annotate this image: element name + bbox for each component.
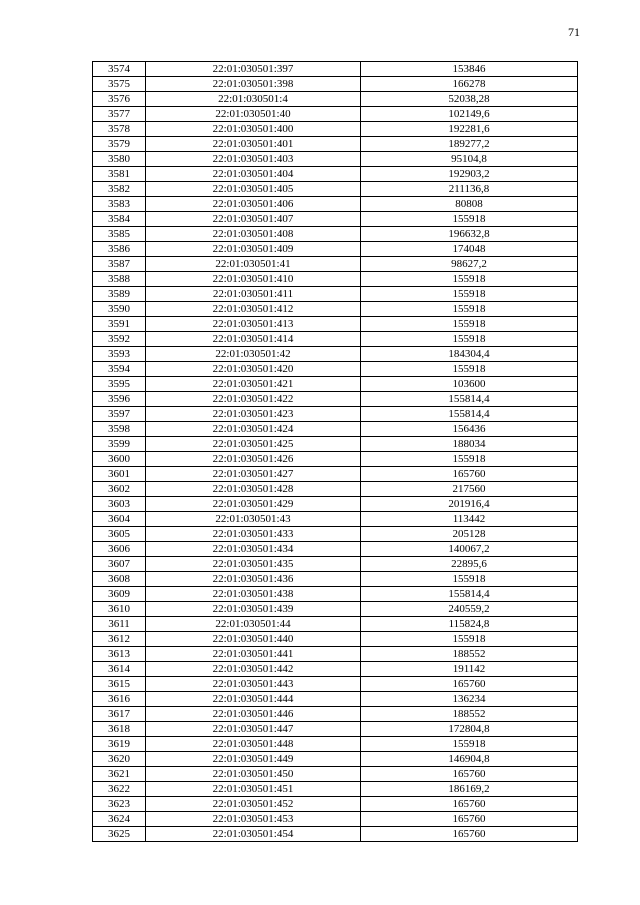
cadastral-number-cell: 22:01:030501:397 bbox=[146, 62, 361, 77]
row-number-cell: 3622 bbox=[93, 782, 146, 797]
table-row bbox=[93, 347, 578, 362]
table-row bbox=[93, 782, 578, 797]
cadastral-number-cell: 22:01:030501:422 bbox=[146, 392, 361, 407]
cadastral-number-cell: 22:01:030501:440 bbox=[146, 632, 361, 647]
row-number-cell: 3584 bbox=[93, 212, 146, 227]
cadastral-value-cell: 155918 bbox=[361, 572, 578, 587]
row-number-cell: 3616 bbox=[93, 692, 146, 707]
cadastral-number-cell: 22:01:030501:447 bbox=[146, 722, 361, 737]
cadastral-value-cell: 192903,2 bbox=[361, 167, 578, 182]
table-row bbox=[93, 587, 578, 602]
cadastral-number-cell: 22:01:030501:433 bbox=[146, 527, 361, 542]
cadastral-value-cell: 102149,6 bbox=[361, 107, 578, 122]
cadastral-value-cell: 188552 bbox=[361, 707, 578, 722]
row-number-cell: 3612 bbox=[93, 632, 146, 647]
table-row bbox=[93, 707, 578, 722]
row-number-cell: 3581 bbox=[93, 167, 146, 182]
cadastral-number-cell: 22:01:030501:405 bbox=[146, 182, 361, 197]
cadastral-value-cell: 189277,2 bbox=[361, 137, 578, 152]
table-row bbox=[93, 617, 578, 632]
row-number-cell: 3574 bbox=[93, 62, 146, 77]
table-row bbox=[93, 137, 578, 152]
cadastral-number-cell: 22:01:030501:398 bbox=[146, 77, 361, 92]
cadastral-number-cell: 22:01:030501:452 bbox=[146, 797, 361, 812]
table-row bbox=[93, 182, 578, 197]
cadastral-number-cell: 22:01:030501:448 bbox=[146, 737, 361, 752]
cadastral-number-cell: 22:01:030501:40 bbox=[146, 107, 361, 122]
cadastral-number-cell: 22:01:030501:450 bbox=[146, 767, 361, 782]
cadastral-value-cell: 155918 bbox=[361, 317, 578, 332]
cadastral-number-cell: 22:01:030501:443 bbox=[146, 677, 361, 692]
row-number-cell: 3611 bbox=[93, 617, 146, 632]
table-row bbox=[93, 242, 578, 257]
cadastral-number-cell: 22:01:030501:404 bbox=[146, 167, 361, 182]
cadastral-value-cell: 205128 bbox=[361, 527, 578, 542]
table-row bbox=[93, 92, 578, 107]
table-row bbox=[93, 317, 578, 332]
row-number-cell: 3593 bbox=[93, 347, 146, 362]
table-row bbox=[93, 542, 578, 557]
cadastral-value-cell: 165760 bbox=[361, 812, 578, 827]
table-row bbox=[93, 647, 578, 662]
table-row bbox=[93, 527, 578, 542]
row-number-cell: 3599 bbox=[93, 437, 146, 452]
cadastral-number-cell: 22:01:030501:435 bbox=[146, 557, 361, 572]
table-row bbox=[93, 737, 578, 752]
row-number-cell: 3614 bbox=[93, 662, 146, 677]
cadastral-value-cell: 165760 bbox=[361, 797, 578, 812]
cadastral-number-cell: 22:01:030501:4 bbox=[146, 92, 361, 107]
table-row bbox=[93, 467, 578, 482]
cadastral-number-cell: 22:01:030501:423 bbox=[146, 407, 361, 422]
table-row bbox=[93, 287, 578, 302]
row-number-cell: 3615 bbox=[93, 677, 146, 692]
cadastral-number-cell: 22:01:030501:449 bbox=[146, 752, 361, 767]
table-row bbox=[93, 332, 578, 347]
cadastral-value-cell: 98627,2 bbox=[361, 257, 578, 272]
cadastral-number-cell: 22:01:030501:44 bbox=[146, 617, 361, 632]
row-number-cell: 3590 bbox=[93, 302, 146, 317]
table-row bbox=[93, 497, 578, 512]
cadastral-number-cell: 22:01:030501:439 bbox=[146, 602, 361, 617]
row-number-cell: 3598 bbox=[93, 422, 146, 437]
cadastral-value-cell: 191142 bbox=[361, 662, 578, 677]
row-number-cell: 3596 bbox=[93, 392, 146, 407]
row-number-cell: 3621 bbox=[93, 767, 146, 782]
cadastral-value-cell: 172804,8 bbox=[361, 722, 578, 737]
cadastral-value-cell: 174048 bbox=[361, 242, 578, 257]
cadastral-number-cell: 22:01:030501:438 bbox=[146, 587, 361, 602]
cadastral-number-cell: 22:01:030501:413 bbox=[146, 317, 361, 332]
cadastral-number-cell: 22:01:030501:425 bbox=[146, 437, 361, 452]
row-number-cell: 3587 bbox=[93, 257, 146, 272]
row-number-cell: 3613 bbox=[93, 647, 146, 662]
cadastral-value-cell: 156436 bbox=[361, 422, 578, 437]
cadastral-number-cell: 22:01:030501:407 bbox=[146, 212, 361, 227]
table-row bbox=[93, 407, 578, 422]
cadastral-value-cell: 165760 bbox=[361, 677, 578, 692]
row-number-cell: 3583 bbox=[93, 197, 146, 212]
table-row bbox=[93, 272, 578, 287]
cadastral-number-cell: 22:01:030501:451 bbox=[146, 782, 361, 797]
cadastral-number-cell: 22:01:030501:427 bbox=[146, 467, 361, 482]
cadastral-number-cell: 22:01:030501:408 bbox=[146, 227, 361, 242]
table-row bbox=[93, 827, 578, 842]
table-row bbox=[93, 512, 578, 527]
cadastral-value-cell: 165760 bbox=[361, 467, 578, 482]
table-row bbox=[93, 152, 578, 167]
row-number-cell: 3606 bbox=[93, 542, 146, 557]
cadastral-value-cell: 186169,2 bbox=[361, 782, 578, 797]
cadastral-value-cell: 155814,4 bbox=[361, 587, 578, 602]
table-row bbox=[93, 377, 578, 392]
row-number-cell: 3579 bbox=[93, 137, 146, 152]
cadastral-value-cell: 211136,8 bbox=[361, 182, 578, 197]
row-number-cell: 3575 bbox=[93, 77, 146, 92]
row-number-cell: 3594 bbox=[93, 362, 146, 377]
row-number-cell: 3602 bbox=[93, 482, 146, 497]
cadastral-number-cell: 22:01:030501:428 bbox=[146, 482, 361, 497]
cadastral-number-cell: 22:01:030501:446 bbox=[146, 707, 361, 722]
table-row bbox=[93, 632, 578, 647]
cadastral-number-cell: 22:01:030501:453 bbox=[146, 812, 361, 827]
cadastral-number-cell: 22:01:030501:42 bbox=[146, 347, 361, 362]
cadastral-value-cell: 52038,28 bbox=[361, 92, 578, 107]
cadastral-value-cell: 155918 bbox=[361, 737, 578, 752]
cadastral-number-cell: 22:01:030501:414 bbox=[146, 332, 361, 347]
table-row bbox=[93, 482, 578, 497]
row-number-cell: 3618 bbox=[93, 722, 146, 737]
cadastral-value-table bbox=[92, 61, 578, 842]
cadastral-value-cell: 155918 bbox=[361, 362, 578, 377]
cadastral-number-cell: 22:01:030501:454 bbox=[146, 827, 361, 842]
cadastral-value-cell: 192281,6 bbox=[361, 122, 578, 137]
row-number-cell: 3620 bbox=[93, 752, 146, 767]
row-number-cell: 3624 bbox=[93, 812, 146, 827]
cadastral-value-cell: 217560 bbox=[361, 482, 578, 497]
cadastral-value-cell: 113442 bbox=[361, 512, 578, 527]
row-number-cell: 3585 bbox=[93, 227, 146, 242]
table-row bbox=[93, 257, 578, 272]
row-number-cell: 3625 bbox=[93, 827, 146, 842]
row-number-cell: 3617 bbox=[93, 707, 146, 722]
row-number-cell: 3588 bbox=[93, 272, 146, 287]
row-number-cell: 3578 bbox=[93, 122, 146, 137]
cadastral-value-cell: 155918 bbox=[361, 632, 578, 647]
cadastral-number-cell: 22:01:030501:444 bbox=[146, 692, 361, 707]
cadastral-value-cell: 240559,2 bbox=[361, 602, 578, 617]
cadastral-value-cell: 153846 bbox=[361, 62, 578, 77]
table-row bbox=[93, 77, 578, 92]
cadastral-value-cell: 155918 bbox=[361, 212, 578, 227]
table-row bbox=[93, 107, 578, 122]
cadastral-number-cell: 22:01:030501:410 bbox=[146, 272, 361, 287]
cadastral-number-cell: 22:01:030501:436 bbox=[146, 572, 361, 587]
table-row bbox=[93, 227, 578, 242]
row-number-cell: 3605 bbox=[93, 527, 146, 542]
table-row bbox=[93, 677, 578, 692]
row-number-cell: 3607 bbox=[93, 557, 146, 572]
cadastral-value-cell: 136234 bbox=[361, 692, 578, 707]
row-number-cell: 3600 bbox=[93, 452, 146, 467]
cadastral-value-cell: 165760 bbox=[361, 827, 578, 842]
cadastral-number-cell: 22:01:030501:426 bbox=[146, 452, 361, 467]
row-number-cell: 3592 bbox=[93, 332, 146, 347]
row-number-cell: 3619 bbox=[93, 737, 146, 752]
cadastral-number-cell: 22:01:030501:421 bbox=[146, 377, 361, 392]
table-row bbox=[93, 167, 578, 182]
table-row bbox=[93, 212, 578, 227]
cadastral-value-cell: 140067,2 bbox=[361, 542, 578, 557]
row-number-cell: 3604 bbox=[93, 512, 146, 527]
cadastral-value-cell: 155918 bbox=[361, 272, 578, 287]
row-number-cell: 3576 bbox=[93, 92, 146, 107]
cadastral-value-cell: 184304,4 bbox=[361, 347, 578, 362]
table-row bbox=[93, 572, 578, 587]
table-row bbox=[93, 812, 578, 827]
cadastral-number-cell: 22:01:030501:434 bbox=[146, 542, 361, 557]
row-number-cell: 3608 bbox=[93, 572, 146, 587]
table-row bbox=[93, 302, 578, 317]
row-number-cell: 3582 bbox=[93, 182, 146, 197]
row-number-cell: 3601 bbox=[93, 467, 146, 482]
cadastral-value-cell: 201916,4 bbox=[361, 497, 578, 512]
table-row bbox=[93, 722, 578, 737]
row-number-cell: 3595 bbox=[93, 377, 146, 392]
table-row bbox=[93, 602, 578, 617]
table-row bbox=[93, 752, 578, 767]
page-number: 71 bbox=[568, 25, 580, 39]
cadastral-value-cell: 103600 bbox=[361, 377, 578, 392]
row-number-cell: 3589 bbox=[93, 287, 146, 302]
row-number-cell: 3591 bbox=[93, 317, 146, 332]
row-number-cell: 3580 bbox=[93, 152, 146, 167]
table-row bbox=[93, 122, 578, 137]
table-row bbox=[93, 197, 578, 212]
cadastral-value-cell: 155918 bbox=[361, 302, 578, 317]
cadastral-number-cell: 22:01:030501:400 bbox=[146, 122, 361, 137]
table-row bbox=[93, 767, 578, 782]
row-number-cell: 3603 bbox=[93, 497, 146, 512]
cadastral-value-cell: 80808 bbox=[361, 197, 578, 212]
row-number-cell: 3623 bbox=[93, 797, 146, 812]
cadastral-number-cell: 22:01:030501:411 bbox=[146, 287, 361, 302]
cadastral-value-cell: 155918 bbox=[361, 452, 578, 467]
table-row bbox=[93, 362, 578, 377]
table-row bbox=[93, 452, 578, 467]
cadastral-number-cell: 22:01:030501:412 bbox=[146, 302, 361, 317]
row-number-cell: 3586 bbox=[93, 242, 146, 257]
cadastral-number-cell: 22:01:030501:420 bbox=[146, 362, 361, 377]
cadastral-value-cell: 188552 bbox=[361, 647, 578, 662]
table-row bbox=[93, 662, 578, 677]
row-number-cell: 3577 bbox=[93, 107, 146, 122]
cadastral-value-cell: 155918 bbox=[361, 287, 578, 302]
table-body bbox=[93, 62, 578, 842]
cadastral-number-cell: 22:01:030501:401 bbox=[146, 137, 361, 152]
cadastral-value-cell: 165760 bbox=[361, 767, 578, 782]
cadastral-number-cell: 22:01:030501:406 bbox=[146, 197, 361, 212]
cadastral-number-cell: 22:01:030501:429 bbox=[146, 497, 361, 512]
cadastral-value-cell: 115824,8 bbox=[361, 617, 578, 632]
cadastral-value-cell: 155918 bbox=[361, 332, 578, 347]
table-row bbox=[93, 557, 578, 572]
cadastral-number-cell: 22:01:030501:409 bbox=[146, 242, 361, 257]
row-number-cell: 3609 bbox=[93, 587, 146, 602]
cadastral-value-cell: 166278 bbox=[361, 77, 578, 92]
cadastral-number-cell: 22:01:030501:41 bbox=[146, 257, 361, 272]
row-number-cell: 3610 bbox=[93, 602, 146, 617]
cadastral-value-cell: 22895,6 bbox=[361, 557, 578, 572]
cadastral-value-cell: 196632,8 bbox=[361, 227, 578, 242]
table-row bbox=[93, 797, 578, 812]
cadastral-value-cell: 155814,4 bbox=[361, 407, 578, 422]
cadastral-value-cell: 155814,4 bbox=[361, 392, 578, 407]
cadastral-number-cell: 22:01:030501:424 bbox=[146, 422, 361, 437]
table-row bbox=[93, 62, 578, 77]
cadastral-value-cell: 188034 bbox=[361, 437, 578, 452]
cadastral-value-cell: 146904,8 bbox=[361, 752, 578, 767]
cadastral-number-cell: 22:01:030501:442 bbox=[146, 662, 361, 677]
table-row bbox=[93, 392, 578, 407]
table-row bbox=[93, 422, 578, 437]
table-row bbox=[93, 437, 578, 452]
cadastral-number-cell: 22:01:030501:441 bbox=[146, 647, 361, 662]
cadastral-number-cell: 22:01:030501:43 bbox=[146, 512, 361, 527]
cadastral-value-cell: 95104,8 bbox=[361, 152, 578, 167]
row-number-cell: 3597 bbox=[93, 407, 146, 422]
cadastral-number-cell: 22:01:030501:403 bbox=[146, 152, 361, 167]
table-row bbox=[93, 692, 578, 707]
